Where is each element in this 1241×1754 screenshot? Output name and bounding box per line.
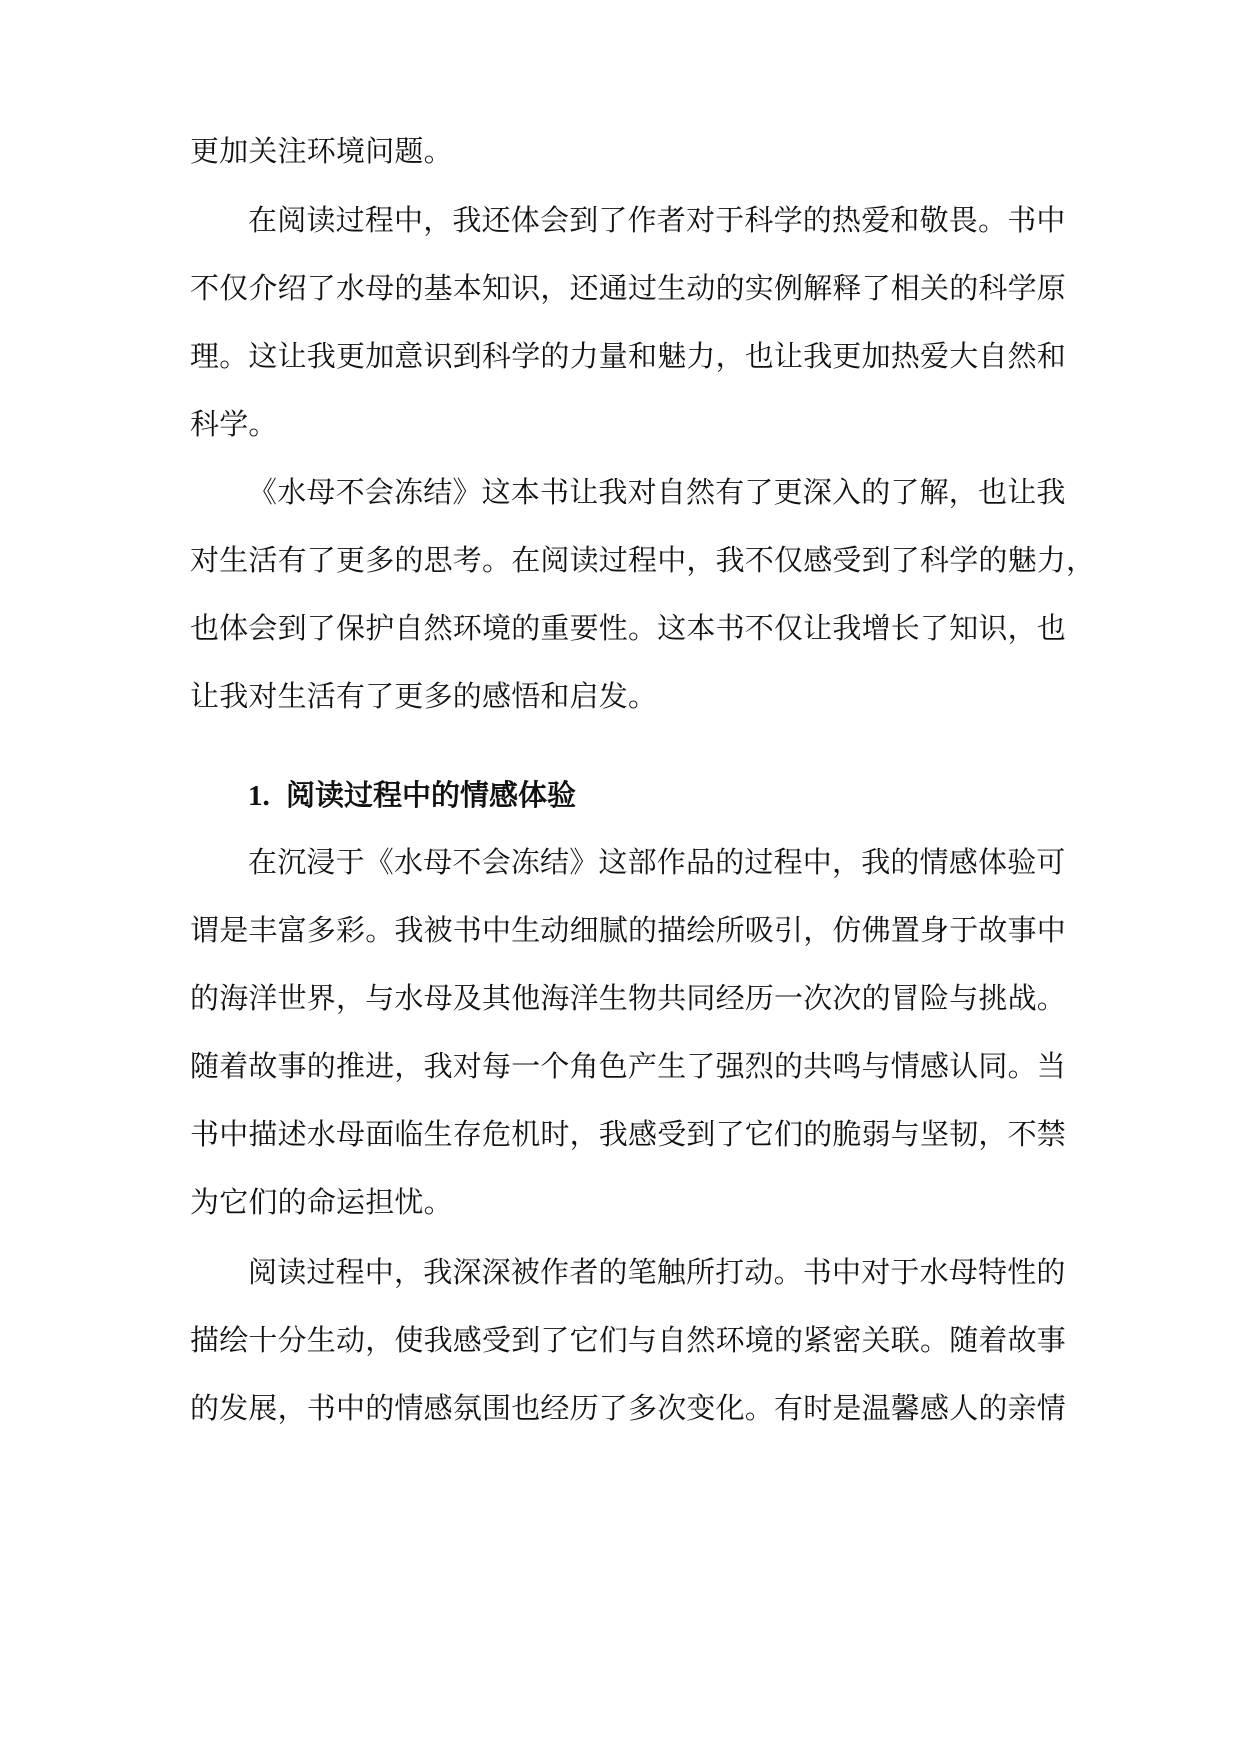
text-line: 对生活有了更多的思考。在阅读过程中，我不仅感受到了科学的魅力， <box>190 543 1096 577</box>
text-line: 理。这让我更加意识到科学的力量和魅力，也让我更加热爱大自然和 <box>190 339 1067 373</box>
heading-number: 1. <box>248 780 270 812</box>
text-line: 不仅介绍了水母的基本知识，还通过生动的实例解释了相关的科学原 <box>190 271 1067 305</box>
text-line: 也体会到了保护自然环境的重要性。这本书不仅让我增长了知识，也 <box>190 611 1067 645</box>
text-line: 阅读过程中，我深深被作者的笔触所打动。书中对于水母特性的 <box>248 1255 1066 1289</box>
text-line: 让我对生活有了更多的感悟和启发。 <box>190 679 658 713</box>
section-heading <box>248 775 576 815</box>
text-line: 在沉浸于《水母不会冻结》这部作品的过程中，我的情感体验可 <box>248 845 1066 879</box>
text-line: 书中描述水母面临生存危机时，我感受到了它们的脆弱与坚韧，不禁 <box>190 1117 1067 1151</box>
text-line: 谓是丰富多彩。我被书中生动细腻的描绘所吸引，仿佛置身于故事中 <box>190 913 1067 947</box>
heading-title: 阅读过程中的情感体验 <box>286 778 577 812</box>
text-line: 更加关注环境问题。 <box>190 134 453 168</box>
text-line: 为它们的命运担忧。 <box>190 1185 453 1219</box>
text-line: 的发展，书中的情感氛围也经历了多次变化。有时是温馨感人的亲情 <box>190 1391 1067 1425</box>
text-line: 描绘十分生动，使我感受到了它们与自然环境的紧密关联。随着故事 <box>190 1323 1067 1357</box>
text-line: 在阅读过程中，我还体会到了作者对于科学的热爱和敬畏。书中 <box>248 203 1066 237</box>
text-line: 的海洋世界，与水母及其他海洋生物共同经历一次次的冒险与挑战。 <box>190 981 1067 1015</box>
text-line: 随着故事的推进，我对每一个角色产生了强烈的共鸣与情感认同。当 <box>190 1049 1067 1083</box>
text-line: 《水母不会冻结》这本书让我对自然有了更深入的了解，也让我 <box>248 475 1066 509</box>
text-line: 科学。 <box>190 407 278 441</box>
